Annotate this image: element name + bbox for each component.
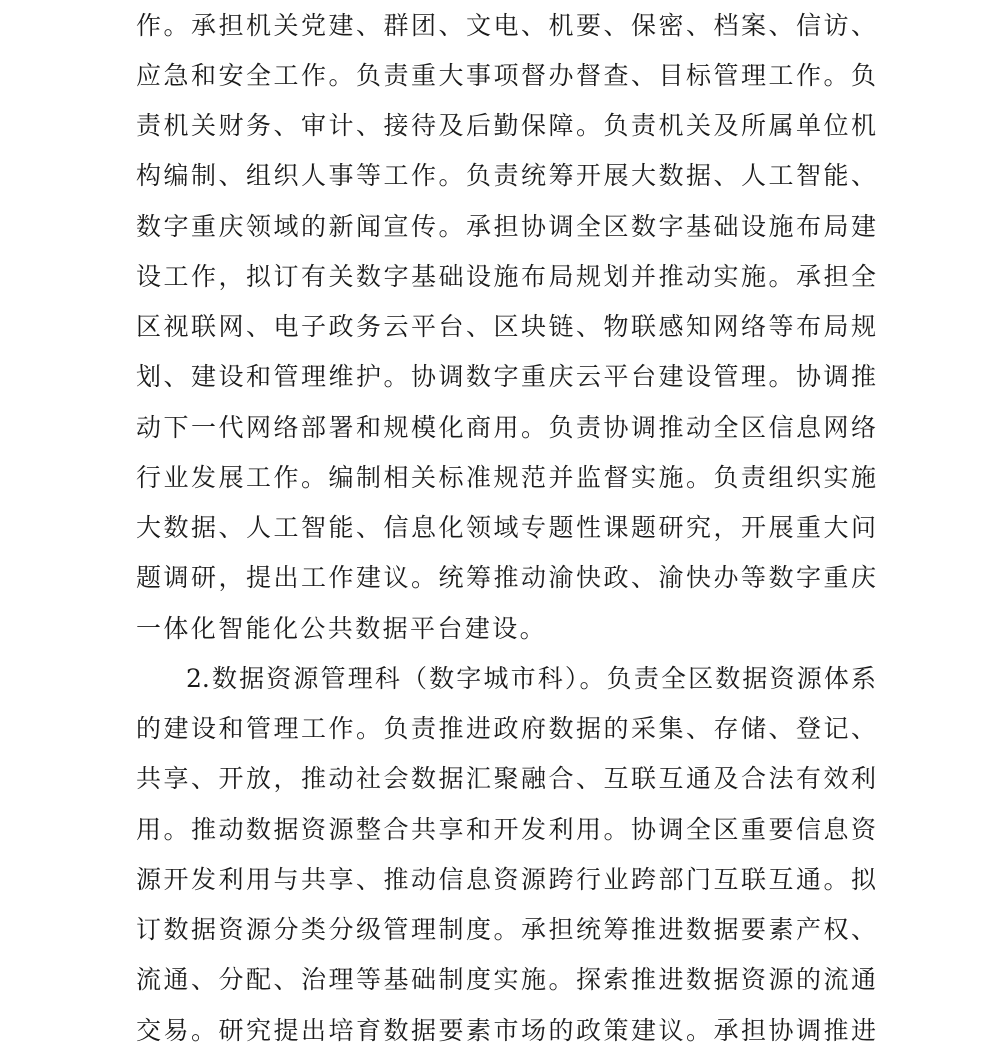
paragraph-line: 设工作，拟订有关数字基础设施布局规划并推动实施。承担全 [136,262,876,291]
paragraph-line: 订数据资源分类分级管理制度。承担统筹推进数据要素产权、 [136,915,876,944]
section-heading-line: 2.数据资源管理科（数字城市科）。负责全区数据资源体系 [186,664,876,693]
paragraph-line: 责机关财务、审计、接待及后勤保障。负责机关及所属单位机 [136,111,876,140]
paragraph-last-line: 一体化智能化公共数据平台建设。 [136,614,548,643]
paragraph-line: 应急和安全工作。负责重大事项督办督查、目标管理工作。负 [136,61,876,90]
paragraph-line: 的建设和管理工作。负责推进政府数据的采集、存储、登记、 [136,714,876,743]
paragraph-line: 划、建设和管理维护。协调数字重庆云平台建设管理。协调推 [136,362,876,391]
paragraph-line: 大数据、人工智能、信息化领域专题性课题研究，开展重大问 [136,513,876,542]
paragraph-line: 作。承担机关党建、群团、文电、机要、保密、档案、信访、 [136,11,876,40]
paragraph-line: 源开发利用与共享、推动信息资源跨行业跨部门互联互通。拟 [136,865,876,894]
paragraph-line: 行业发展工作。编制相关标准规范并监督实施。负责组织实施 [136,463,876,492]
paragraph-line: 流通、分配、治理等基础制度实施。探索推进数据资源的流通 [136,965,876,994]
paragraph-line: 共享、开放，推动社会数据汇聚融合、互联互通及合法有效利 [136,764,876,793]
paragraph-line: 构编制、组织人事等工作。负责统筹开展大数据、人工智能、 [136,161,876,190]
paragraph-line: 区视联网、电子政务云平台、区块链、物联感知网络等布局规 [136,312,876,341]
paragraph-line: 题调研，提出工作建议。统筹推动渝快政、渝快办等数字重庆 [136,563,876,592]
paragraph-line: 用。推动数据资源整合共享和开发利用。协调全区重要信息资 [136,815,876,844]
paragraph-line: 交易。研究提出培育数据要素市场的政策建议。承担协调推进 [136,1016,876,1045]
paragraph-line: 数字重庆领域的新闻宣传。承担协调全区数字基础设施布局建 [136,212,876,241]
paragraph-line: 动下一代网络部署和规模化商用。负责协调推动全区信息网络 [136,413,876,442]
